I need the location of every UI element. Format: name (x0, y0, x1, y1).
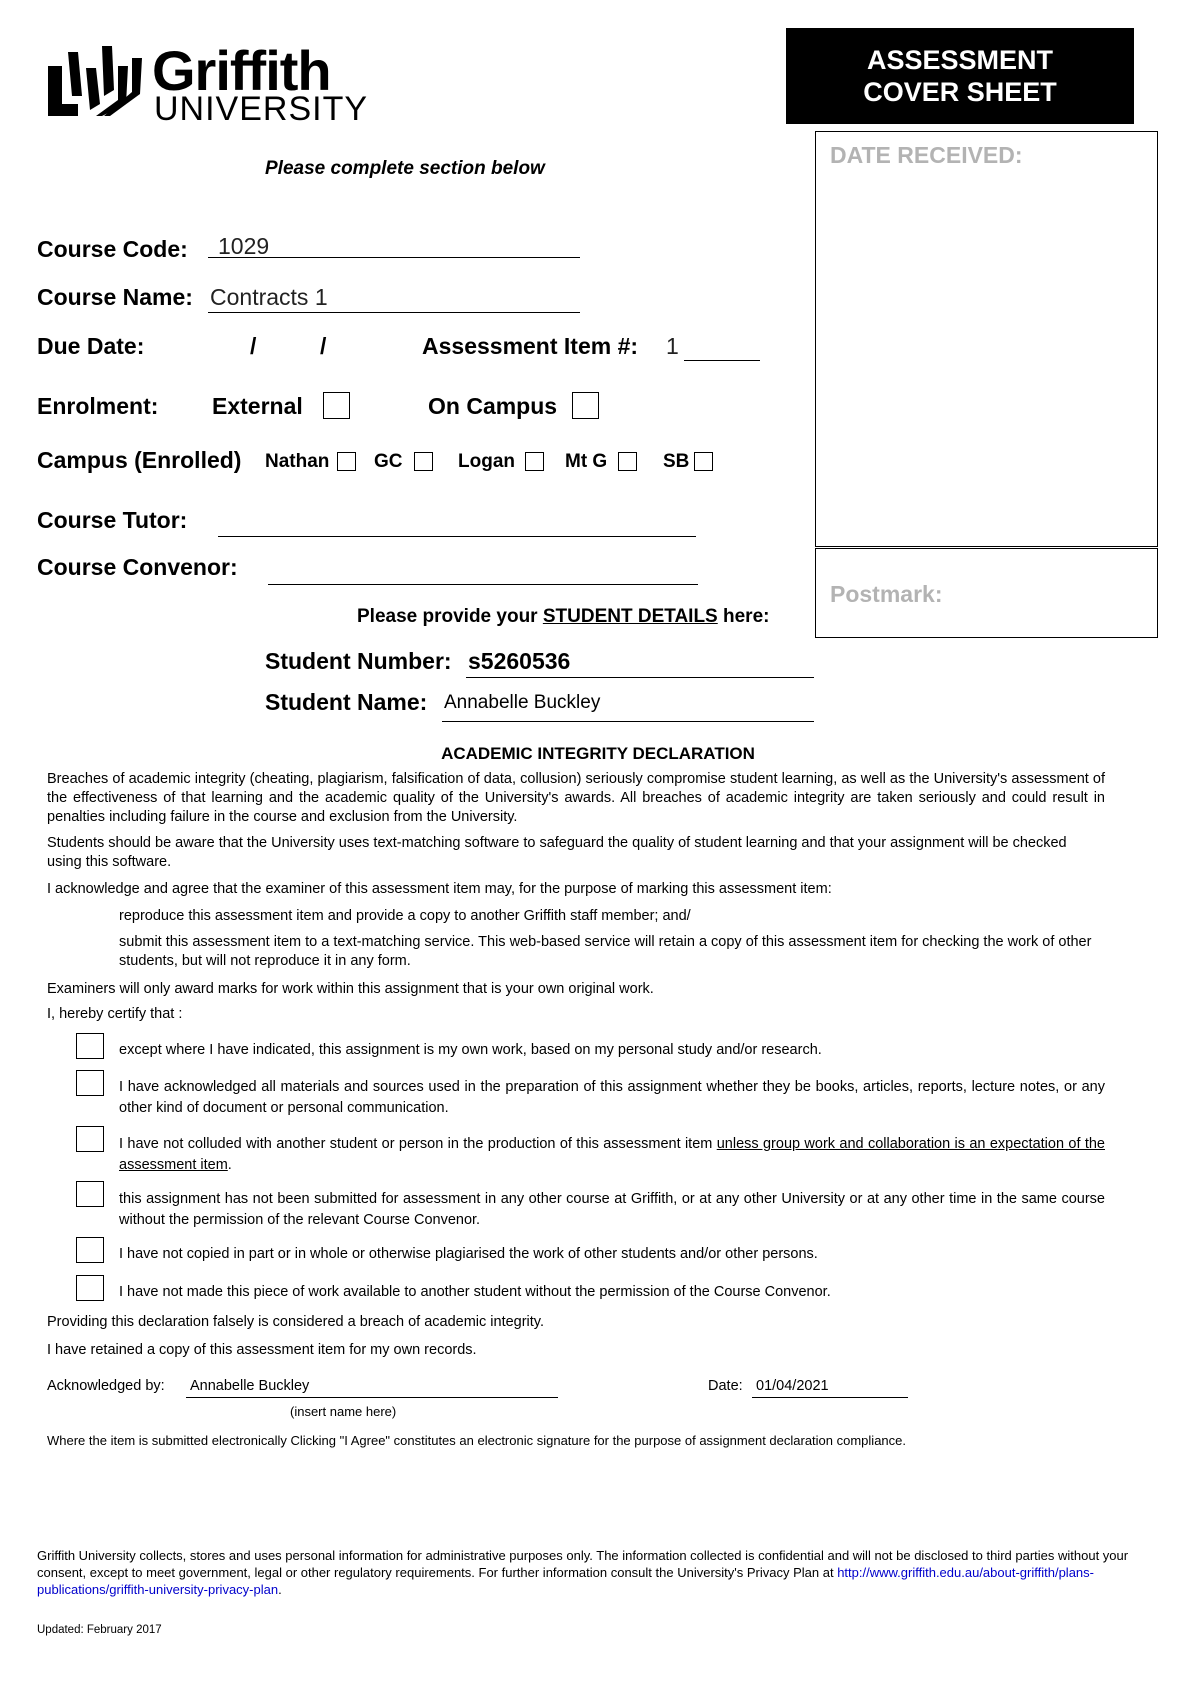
campus-mtg-checkbox[interactable] (618, 452, 637, 471)
course-code-label: Course Code: (37, 236, 188, 262)
declaration-heading-text: ACADEMIC INTEGRITY DECLARATION (441, 744, 755, 763)
student-name-field[interactable] (442, 688, 814, 722)
external-label: External (212, 393, 303, 419)
griffith-logo (44, 39, 369, 128)
declaration-paragraph-6: Providing this declaration falsely is considered a breach of academic integrity. (47, 1314, 545, 1330)
certify-text-3-underlined: unless group work and collaboration is an expectation of the assessment item (119, 1136, 1105, 1173)
course-tutor-label: Course Tutor: (37, 507, 188, 533)
acknowledged-by-label: Acknowledged by: (47, 1378, 165, 1394)
certify-text-2: I have acknowledged all materials and sources used in the preparation of this assignment whether they be books, articles, reports, lecture notes, or any other kind of document or personal communication. (119, 1079, 1105, 1116)
course-tutor-field[interactable] (218, 512, 696, 537)
date-value: 01/04/2021 (756, 1378, 829, 1394)
declaration-paragraph-3: I acknowledge and agree that the examiner of this assessment item may, for the purpose of marking this assessment item: (47, 881, 832, 897)
course-name-value: Contracts 1 (210, 284, 328, 310)
course-code-field[interactable] (208, 235, 580, 258)
declaration-bullet-2: submit this assessment item to a text-matching service. This web-based service will retain a copy of this assessment item for checking the work of other students, but will not reproduce it in any form. (119, 934, 1092, 969)
updated-date: Updated: February 2017 (37, 1624, 162, 1636)
student-number-field[interactable] (466, 646, 814, 678)
griffith-crest-icon (44, 44, 148, 124)
privacy-link-suffix: . (278, 1582, 282, 1597)
certify-checkbox-1[interactable] (76, 1033, 104, 1059)
insert-name-hint: (insert name here) (290, 1404, 397, 1419)
student-details-prefix: Please provide your (357, 606, 543, 627)
certify-text-3-suffix: . (227, 1157, 232, 1173)
declaration-paragraph-5: I, hereby certify that : (47, 1006, 183, 1022)
certify-checkbox-4[interactable] (76, 1181, 104, 1207)
privacy-statement (37, 1547, 1155, 1598)
declaration-bullet-1: reproduce this assessment item and provide a copy to another Griffith staff member; and/ (119, 908, 691, 924)
campus-mtg-label: Mt G (565, 451, 608, 472)
cover-sheet-title (786, 28, 1134, 124)
assessment-item-line (684, 336, 760, 361)
due-date-separator-1: / (250, 333, 257, 359)
certify-text-5: I have not copied in part or in whole or otherwise plagiarised the work of other students and/or other persons. (119, 1246, 818, 1262)
external-checkbox[interactable] (323, 392, 350, 419)
date-received-box (815, 131, 1158, 547)
campus-sb-checkbox[interactable] (694, 452, 713, 471)
assessment-item-value[interactable]: 1 (666, 333, 679, 359)
student-details-prompt (357, 606, 769, 628)
certify-checkbox-6[interactable] (76, 1275, 104, 1301)
course-code-value: 1029 (218, 233, 270, 259)
logo-wordmark: Griffith (152, 39, 331, 102)
privacy-text: Griffith University collects, stores and uses personal information for administrative purposes only. The information collected is confidential and will not be disclosed to third parties without your consent, except to meet government, legal or other regulatory requirements. For further information consult the University's Privacy Plan at (37, 1548, 1129, 1580)
due-date-separator-2: / (320, 333, 327, 359)
cover-title-line1: ASSESSMENT (866, 45, 1054, 75)
cover-title-line2: COVER SHEET (863, 77, 1057, 107)
course-convenor-field[interactable] (268, 560, 698, 585)
declaration-paragraph-4: Examiners will only award marks for work within this assignment that is your own original work. (47, 981, 654, 997)
course-name-label: Course Name: (37, 284, 193, 310)
date-label: Date: (708, 1378, 743, 1394)
certify-checkbox-2[interactable] (76, 1070, 104, 1096)
campus-label: Campus (Enrolled) (37, 447, 242, 473)
certify-text-6: I have not made this piece of work available to another student without the permission of the Course Convenor. (119, 1284, 831, 1300)
certify-text-1: except where I have indicated, this assignment is my own work, based on my personal study and/or research. (119, 1042, 822, 1058)
course-convenor-label: Course Convenor: (37, 554, 238, 580)
campus-gc-checkbox[interactable] (414, 452, 433, 471)
date-received-label: DATE RECEIVED: (830, 142, 1023, 168)
privacy-plan-link[interactable]: http://www.griffith.edu.au/about-griffith/plans-publications/griffith-university-privacy-plan (37, 1565, 1094, 1597)
certify-checkbox-3[interactable] (76, 1126, 104, 1152)
course-name-field[interactable] (208, 282, 580, 313)
electronic-signature-note: Where the item is submitted electronically Clicking "I Agree" constitutes an electronic signature for the purpose of assignment declaration compliance. (47, 1433, 906, 1448)
declaration-heading (0, 744, 1200, 764)
acknowledged-by-field[interactable] (186, 1377, 558, 1398)
campus-gc-label: GC (374, 451, 403, 472)
student-details-suffix: here: (717, 606, 770, 627)
enrolment-label: Enrolment: (37, 393, 159, 419)
date-field[interactable] (752, 1377, 908, 1398)
student-details-emphasis: STUDENT DETAILS (542, 606, 718, 627)
campus-logan-checkbox[interactable] (525, 452, 544, 471)
acknowledged-by-name: Annabelle Buckley (190, 1378, 310, 1394)
instructions: Please complete section below (265, 158, 545, 179)
certify-text-4: this assignment has not been submitted for assessment in any other course at Griffith, or at any other University or at any other time in the same course without the permission of the relevant Course Convenor. (119, 1191, 1105, 1228)
campus-logan-label: Logan (458, 451, 515, 472)
campus-nathan-checkbox[interactable] (337, 452, 356, 471)
certify-text-3-prefix: I have not colluded with another student or person in the production of this assessment item (119, 1136, 717, 1152)
declaration-paragraph-1: Breaches of academic integrity (cheating, plagiarism, falsification of data, collusion) seriously compromise student learning, as well as the University's assessment of the effectiveness of that learning and the academic quality of the University's awards. All breaches of academic integrity are taken seriously and could result in penalties including failure in the course and exclusion from the University. (47, 771, 1105, 825)
postmark-label: Postmark: (830, 581, 943, 607)
declaration-paragraph-7: I have retained a copy of this assessment item for my own records. (47, 1342, 477, 1358)
student-number-value: s5260536 (468, 648, 571, 674)
student-name-value: Annabelle Buckley (444, 692, 601, 713)
declaration-paragraph-2: Students should be aware that the University uses text-matching software to safeguard the quality of student learning and that your assignment will be checked using this software. (47, 835, 1067, 870)
assessment-item-label: Assessment Item #: (422, 333, 639, 359)
campus-nathan-label: Nathan (265, 451, 330, 472)
due-date-label: Due Date: (37, 333, 145, 359)
certify-checkbox-5[interactable] (76, 1237, 104, 1263)
on-campus-checkbox[interactable] (572, 392, 599, 419)
on-campus-label: On Campus (428, 393, 558, 419)
campus-sb-label: SB (663, 451, 690, 472)
logo-subtitle: UNIVERSITY (154, 90, 369, 128)
certify-text-3 (119, 1134, 1105, 1176)
postmark-box (815, 548, 1158, 638)
student-name-label: Student Name: (265, 689, 428, 715)
student-number-label: Student Number: (265, 648, 452, 674)
